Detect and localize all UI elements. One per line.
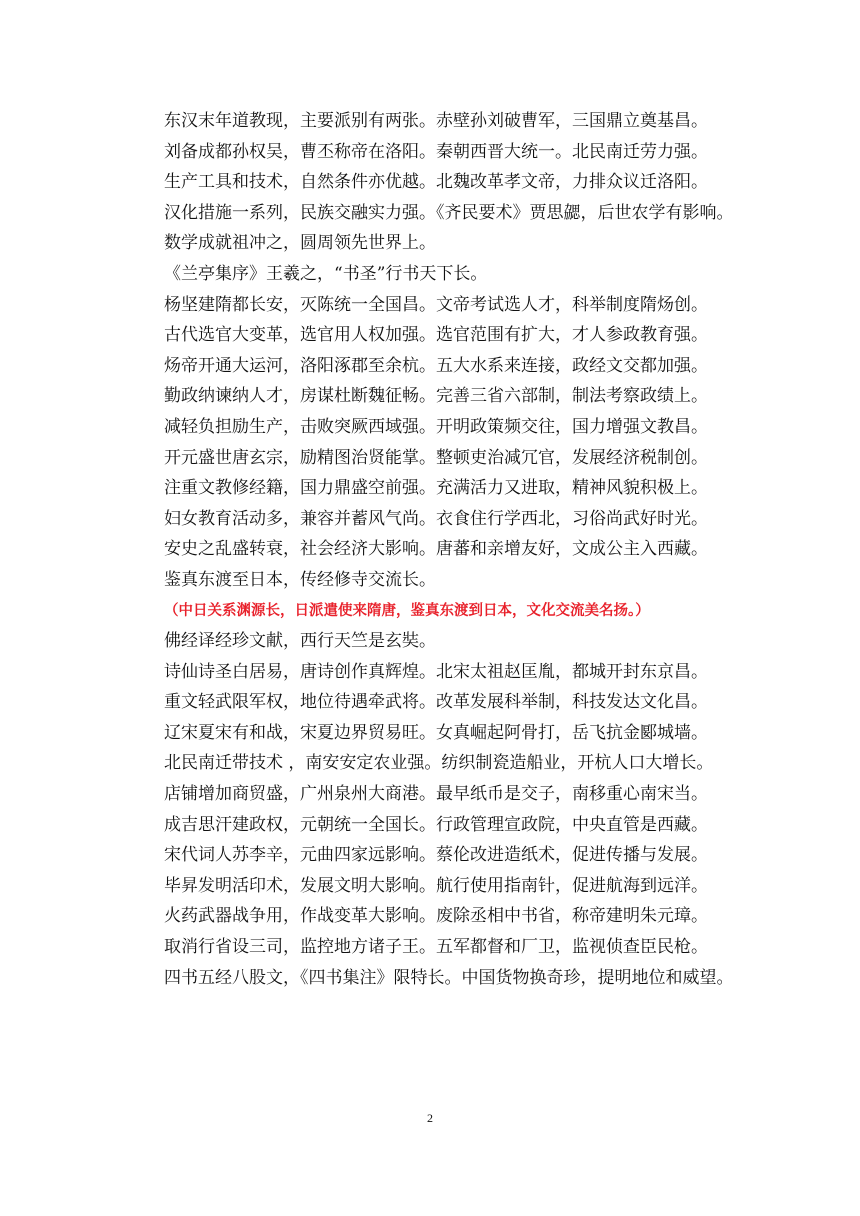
text-line: 数学成就祖冲之，圆周领先世界上。 (164, 233, 436, 254)
text-line: 古代选官大变革，选官用人权加强。选官范围有扩大，才人参政教育强。 (164, 325, 708, 346)
text-line: 鉴真东渡至日本，传经修寺交流长。 (164, 569, 436, 590)
text-line: 火药武器战争用，作战变革大影响。废除丞相中书省，称帝建明朱元璋。 (164, 906, 708, 927)
text-line: 减轻负担励生产，击败突厥西域强。开明政策频交往，国力增强文教昌。 (164, 416, 708, 437)
text-line: 炀帝开通大运河，洛阳涿郡至余杭。五大水系来连接，政经文交都加强。 (164, 355, 708, 376)
text-line: 四书五经八股文，《四书集注》限特长。中国货物换奇珍，提明地位和威望。 (164, 967, 734, 988)
text-line: 辽宋夏宋有和战，宋夏边界贸易旺。女真崛起阿骨打，岳飞抗金郾城墙。 (164, 722, 708, 743)
text-line: 注重文教修经籍，国力鼎盛空前强。充满活力又进取，精神风貌积极上。 (164, 478, 708, 499)
text-line: 北民南迁带技术 ，南安安定农业强。纺织制瓷造船业，开杭人口大增长。 (164, 753, 714, 774)
text-line: 《兰亭集序》王羲之，“书圣”行书天下长。 (164, 263, 488, 284)
text-line: 刘备成都孙权吴，曹丕称帝在洛阳。秦朝西晋大统一。北民南迁劳力强。 (164, 141, 708, 162)
text-line: 生产工具和技术，自然条件亦优越。北魏改革孝文帝，力排众议迁洛阳。 (164, 172, 708, 193)
text-line: 佛经译经珍文献，西行天竺是玄奘。 (164, 631, 436, 652)
text-line: 杨坚建隋都长安，灭陈统一全国昌。文帝考试选人才，科举制度隋炀创。 (164, 294, 708, 315)
text-line: 安史之乱盛转衰，社会经济大影响。唐蕃和亲增友好，文成公主入西藏。 (164, 539, 708, 560)
text-line: 取消行省设三司，监控地方诸子王。五军都督和厂卫，监视侦查臣民枪。 (164, 937, 708, 958)
text-line: 成吉思汗建政权，元朝统一全国长。行政管理宣政院，中央直管是西藏。 (164, 814, 708, 835)
highlighted-note-line: （中日关系渊源长，日派遣使来隋唐，鉴真东渡到日本，文化交流美名扬。） (164, 601, 650, 619)
text-line: 勤政纳谏纳人才，房谋杜断魏征畅。完善三省六部制，制法考察政绩上。 (164, 386, 708, 407)
text-line: 汉化措施一系列，民族交融实力强。《齐民要术》贾思勰，后世农学有影响。 (164, 202, 734, 223)
poem-text-block (164, 106, 764, 993)
text-line: 重文轻武限军权，地位待遇牵武将。改革发展科举制，科技发达文化昌。 (164, 692, 708, 713)
text-line: 宋代词人苏李辛，元曲四家远影响。蔡伦改进造纸术，促进传播与发展。 (164, 845, 708, 866)
text-line: 妇女教育活动多，兼容并蓄风气尚。衣食住行学西北，习俗尚武好时光。 (164, 508, 708, 529)
page-number: 2 (427, 1111, 433, 1125)
text-line: 诗仙诗圣白居易，唐诗创作真辉煌。北宋太祖赵匡胤，都城开封东京昌。 (164, 661, 708, 682)
text-line: 东汉末年道教现，主要派别有两张。赤壁孙刘破曹军，三国鼎立奠基昌。 (164, 111, 708, 131)
text-line: 店铺增加商贸盛，广州泉州大商港。最早纸币是交子，南移重心南宋当。 (164, 784, 708, 805)
text-line: 开元盛世唐玄宗，励精图治贤能掌。整顿吏治减冗官，发展经济税制创。 (164, 447, 708, 468)
text-line: 毕昇发明活印术，发展文明大影响。航行使用指南针，促进航海到远洋。 (164, 875, 708, 896)
